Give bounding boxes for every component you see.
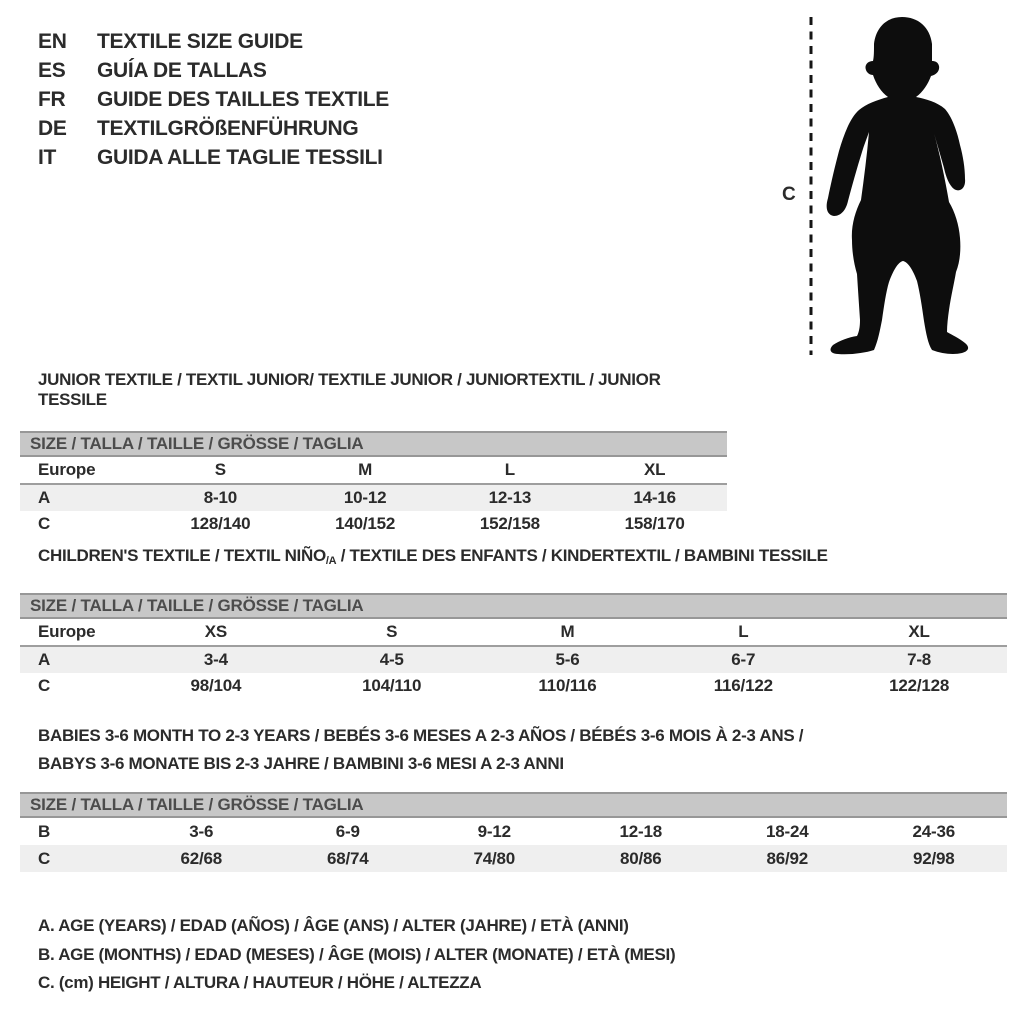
junior-table-wrap — [20, 431, 727, 537]
heading-line: BABYS 3-6 MONATE BIS 2-3 JAHRE / BAMBINI 3-6 MESI A 2-3 ANNI — [38, 754, 564, 773]
size-cell: XL — [582, 457, 727, 484]
children-section-heading — [38, 546, 1007, 571]
table-row — [20, 511, 727, 537]
table-row — [20, 818, 1007, 845]
size-cell: 110/116 — [538, 676, 597, 695]
size-header-bar: SIZE / TALLA / TAILLE / GRÖSSE / TAGLIA — [20, 431, 727, 457]
language-code: DE — [38, 117, 67, 140]
size-cell: M — [480, 619, 656, 646]
row-label: C — [38, 848, 51, 868]
size-cell: 4-5 — [379, 650, 404, 669]
size-header-bar: SIZE / TALLA / TAILLE / GRÖSSE / TAGLIA — [20, 792, 1007, 818]
size-cell: 9-12 — [477, 821, 511, 841]
row-label: Europe — [20, 619, 128, 646]
toddler-silhouette — [827, 17, 968, 354]
size-cell: 152/158 — [479, 514, 540, 533]
children-section — [20, 546, 1007, 699]
legend-line-c: C. (cm) HEIGHT / ALTURA / HAUTEUR / HÖHE / ALTEZZA — [38, 973, 482, 992]
row-label: Europe — [20, 457, 148, 484]
babies-section-heading — [38, 722, 1007, 778]
heading-line: JUNIOR TEXTILE / TEXTIL JUNIOR/ TEXTILE JUNIOR / JUNIORTEXTIL / JUNIOR TESSILE — [38, 370, 661, 409]
heading-line: BABIES 3-6 MONTH TO 2-3 YEARS / BEBÉS 3-6 MESES A 2-3 AÑOS / BÉBÉS 3-6 MOIS À 2-3 ANS / — [38, 726, 804, 745]
row-label: A — [38, 650, 51, 669]
language-label: TEXTILE SIZE GUIDE — [97, 30, 303, 53]
size-cell: L — [655, 619, 831, 646]
babies-size-table — [20, 818, 1007, 872]
size-cell: 12-18 — [619, 821, 662, 841]
size-cell: 6-9 — [335, 821, 360, 841]
table-row — [20, 457, 727, 484]
language-code: EN — [38, 30, 67, 53]
size-cell: 7-8 — [907, 650, 932, 669]
size-cell: 5-6 — [555, 650, 580, 669]
language-code: ES — [38, 59, 66, 82]
language-label: TEXTILGRÖßENFÜHRUNG — [97, 117, 359, 140]
size-cell: 140/152 — [335, 514, 396, 533]
row-label: B — [38, 821, 51, 841]
language-label: GUIDE DES TAILLES TEXTILE — [97, 88, 389, 111]
toddler-figure — [770, 0, 1024, 380]
row-label: C — [38, 676, 51, 695]
size-cell: L — [438, 457, 583, 484]
size-cell: M — [293, 457, 438, 484]
size-cell: 128/140 — [190, 514, 251, 533]
size-cell: 86/92 — [766, 848, 809, 868]
table-row — [20, 673, 1007, 699]
size-cell: XL — [831, 619, 1007, 646]
junior-section-heading — [38, 370, 727, 410]
size-cell: 74/80 — [473, 848, 516, 868]
size-cell: S — [148, 457, 293, 484]
babies-table-wrap — [20, 792, 1007, 872]
size-cell: XS — [128, 619, 304, 646]
children-size-table — [20, 619, 1007, 699]
table-row — [20, 619, 1007, 646]
language-label: GUÍA DE TALLAS — [97, 59, 267, 82]
size-cell: 116/122 — [713, 676, 773, 695]
legend-line-a: A. AGE (YEARS) / EDAD (AÑOS) / ÂGE (ANS) / ALTER (JAHRE) / ETÀ (ANNI) — [38, 916, 629, 935]
junior-size-table — [20, 457, 727, 537]
language-code: FR — [38, 88, 66, 111]
size-cell: 122/128 — [889, 676, 950, 695]
language-label: GUIDA ALLE TAGLIE TESSILI — [97, 146, 383, 169]
size-cell: 8-10 — [203, 488, 237, 507]
size-cell: 18-24 — [766, 821, 809, 841]
junior-section — [20, 370, 727, 537]
legend-block — [38, 912, 675, 998]
size-cell: 12-13 — [488, 488, 532, 507]
height-measure-label: C — [782, 184, 796, 205]
row-label: A — [38, 488, 51, 507]
size-cell: 24-36 — [912, 821, 955, 841]
language-code: IT — [38, 146, 57, 169]
heading-line: CHILDREN'S TEXTILE / TEXTIL $NIÑO_{/A}$ / TEXTILE DES ENFANTS / KINDERTEXTIL / BAMBINI TESSILE — [38, 546, 828, 567]
language-title-block — [38, 30, 389, 169]
row-label: C — [38, 514, 51, 533]
size-cell: 104/110 — [362, 676, 422, 695]
size-cell: 98/104 — [190, 676, 242, 695]
size-cell: 92/98 — [912, 848, 955, 868]
size-cell: 10-12 — [343, 488, 387, 507]
table-row — [20, 845, 1007, 872]
table-row — [20, 484, 727, 511]
legend-line-b: B. AGE (MONTHS) / EDAD (MESES) / ÂGE (MOIS) / ALTER (MONATE) / ETÀ (MESI) — [38, 944, 676, 964]
size-cell: 14-16 — [633, 488, 676, 507]
toddler-silhouette-icon — [770, 0, 1024, 380]
size-header-bar: SIZE / TALLA / TAILLE / GRÖSSE / TAGLIA — [20, 593, 1007, 619]
children-table-wrap — [20, 593, 1007, 699]
size-cell: 3-6 — [189, 821, 214, 841]
table-row — [20, 646, 1007, 673]
size-cell: 158/170 — [624, 514, 685, 533]
babies-section — [20, 722, 1007, 872]
size-cell: 80/86 — [619, 848, 662, 868]
size-cell: 68/74 — [326, 848, 369, 868]
size-cell: S — [304, 619, 480, 646]
size-cell: 3-4 — [203, 650, 228, 669]
size-cell: 62/68 — [180, 848, 223, 868]
size-cell: 6-7 — [731, 650, 756, 669]
